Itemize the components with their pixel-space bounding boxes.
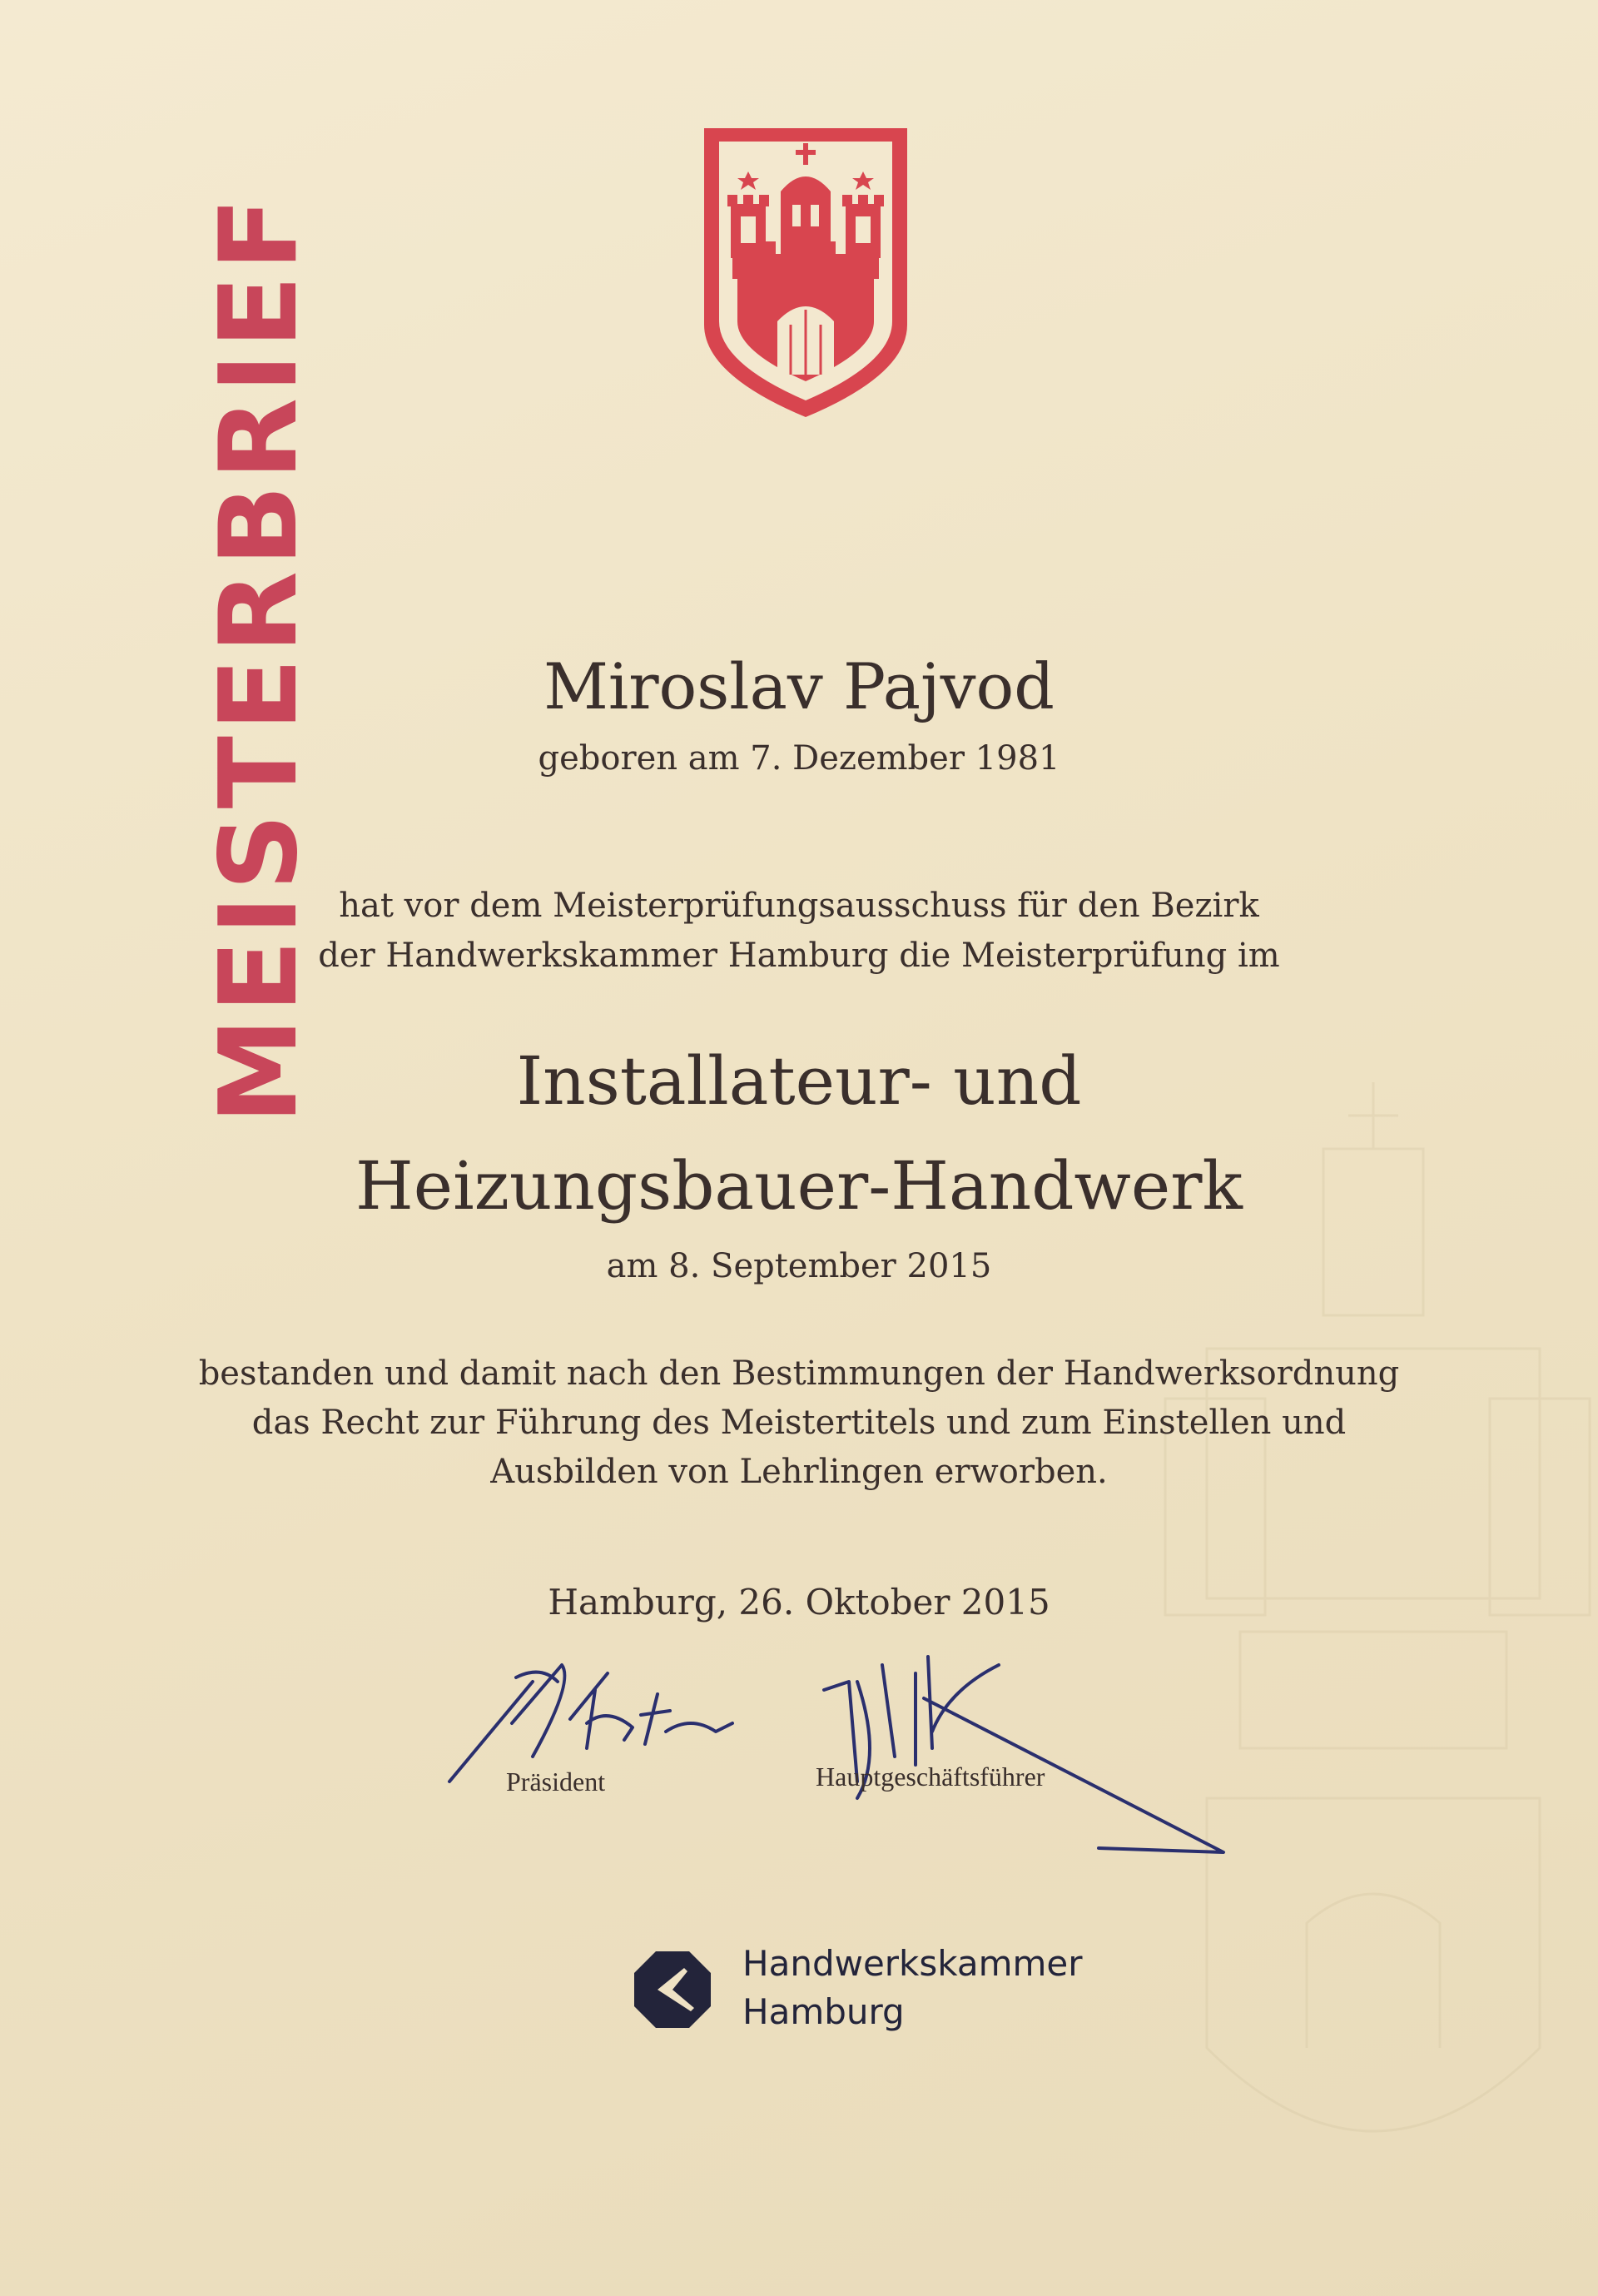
trade-title: Heizungsbauer-Handwerk	[355, 1147, 1243, 1225]
president-signature	[449, 1665, 732, 1782]
place-and-date: Hamburg, 26. Oktober 2015	[548, 1582, 1050, 1623]
president-label: Präsident	[506, 1767, 606, 1797]
issuer-name-line: Handwerkskammer	[742, 1943, 1083, 1984]
document-type-title: MEISTERBRIEF	[197, 192, 321, 1124]
result-statement: Ausbilden von Lehrlingen erworben.	[490, 1453, 1108, 1491]
exam-date: am 8. September 2015	[606, 1247, 992, 1285]
intro-line: hat vor dem Meisterprüfungsausschuss für den Bezirk	[339, 887, 1259, 925]
result-statement: bestanden und damit nach den Bestimmungen der Handwerksordnung	[198, 1354, 1400, 1393]
handwerkskammer-logo-icon	[633, 1950, 712, 2030]
hamburg-castle-crest-icon	[701, 125, 911, 420]
ceo-label: Hauptgeschäftsführer	[816, 1762, 1045, 1792]
holder-name: Miroslav Pajvod	[543, 649, 1055, 723]
signatures	[416, 1632, 1248, 1865]
issuer-name	[742, 1940, 1083, 2036]
ceo-signature	[824, 1657, 1223, 1852]
issuer-name-line: Hamburg	[742, 1991, 905, 2032]
intro-line: der Handwerkskammer Hamburg die Meisterprüfung im	[318, 937, 1280, 975]
trade-title: Installateur- und	[516, 1042, 1082, 1120]
birth-date: geboren am 7. Dezember 1981	[538, 739, 1060, 778]
result-statement: das Recht zur Führung des Meistertitels und zum Einstellen und	[251, 1404, 1347, 1442]
issuer-logo	[633, 1940, 1132, 2048]
